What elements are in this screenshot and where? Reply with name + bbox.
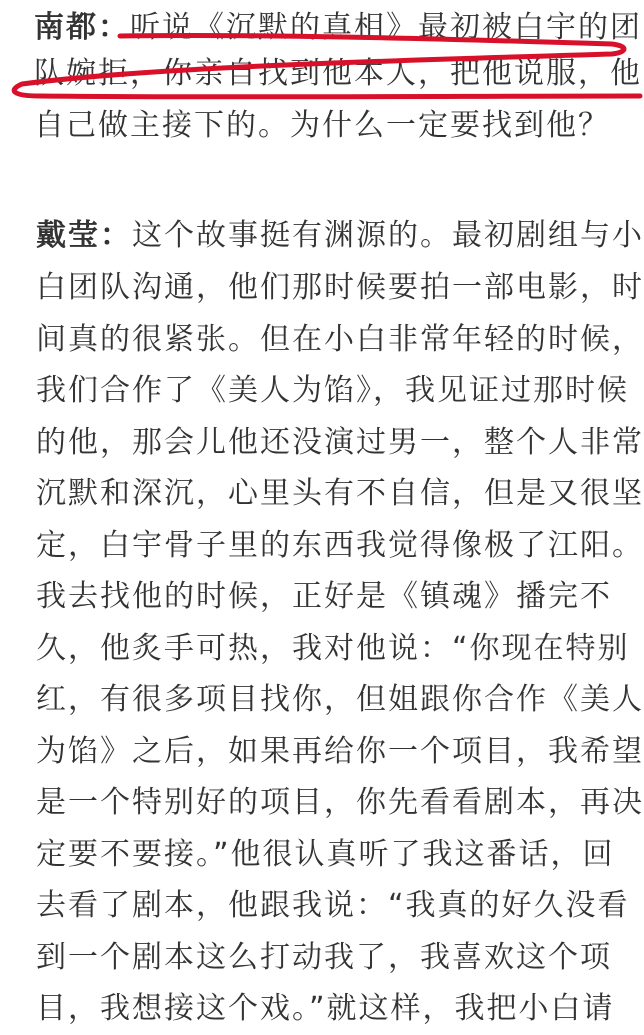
- answer-text-5: 的他，那会儿他还没演过男一，整个人非常: [36, 425, 644, 460]
- answer-line-10: [36, 674, 644, 726]
- question-text-1: 听说《沉默的真相》最初被白宇的团: [130, 10, 642, 45]
- answer-text-16: 目，我想接这个戏。”就这样，我把小白请: [36, 991, 615, 1026]
- answer-text-13: 定要不要接。”他很认真听了我这番话，回: [36, 837, 615, 872]
- answer-text-4: 我们合作了《美人为馅》，我见证过那时候: [36, 373, 629, 408]
- answer-text-15: 到一个剧本这么打动我了，我喜欢这个项: [36, 940, 612, 975]
- answer-line-16: [36, 983, 616, 1035]
- answer-line-2: [36, 262, 644, 314]
- answer-line-9: [36, 623, 630, 675]
- answer-text-10: 红，有很多项目找你，但姐跟你合作《美人: [36, 682, 644, 717]
- answer-text-11: 为馅》之后，如果再给你一个项目，我希望: [36, 734, 644, 769]
- answer-text-7: 定，白宇骨子里的东西我觉得像极了江阳。: [36, 528, 644, 563]
- question-text-2: 队婉拒，你亲自找到他本人，把他说服，他: [34, 56, 642, 91]
- answer-line-6: [36, 468, 644, 520]
- answer-line-1: [36, 210, 644, 262]
- answer-text-8: 我去找他的时候，正好是《镇魂》播完不: [36, 579, 612, 614]
- answer-line-11: [36, 726, 644, 778]
- answer-text-2: 白团队沟通，他们那时候要拍一部电影，时: [36, 270, 644, 305]
- question-line-3: [34, 100, 614, 152]
- question-line-2: [34, 48, 642, 100]
- question-speaker: 南都：: [34, 10, 130, 45]
- question-text-3: 自己做主接下的。为什么一定要找到他？: [34, 108, 610, 143]
- answer-line-5: [36, 417, 644, 469]
- answer-line-13: [36, 829, 616, 881]
- answer-line-12: [36, 777, 644, 829]
- question-line-1: [34, 2, 642, 54]
- answer-text-1: 这个故事挺有渊源的。最初剧组与小: [132, 218, 644, 253]
- answer-line-8: [36, 571, 616, 623]
- answer-line-15: [36, 932, 616, 984]
- answer-line-3: [36, 314, 644, 366]
- answer-line-14: [36, 880, 630, 932]
- answer-text-12: 是一个特别好的项目，你先看看剧本，再决: [36, 785, 644, 820]
- answer-text-14: 去看了剧本，他跟我说：“我真的好久没看: [36, 888, 630, 923]
- answer-line-4: [36, 365, 629, 417]
- answer-text-6: 沉默和深沉，心里头有不自信，但是又很坚: [36, 476, 644, 511]
- answer-text-3: 间真的很紧张。但在小白非常年轻的时候，: [36, 322, 644, 357]
- answer-line-7: [36, 520, 644, 572]
- answer-speaker: 戴莹：: [36, 218, 132, 253]
- answer-text-9: 久，他炙手可热，我对他说：“你现在特别: [36, 631, 630, 666]
